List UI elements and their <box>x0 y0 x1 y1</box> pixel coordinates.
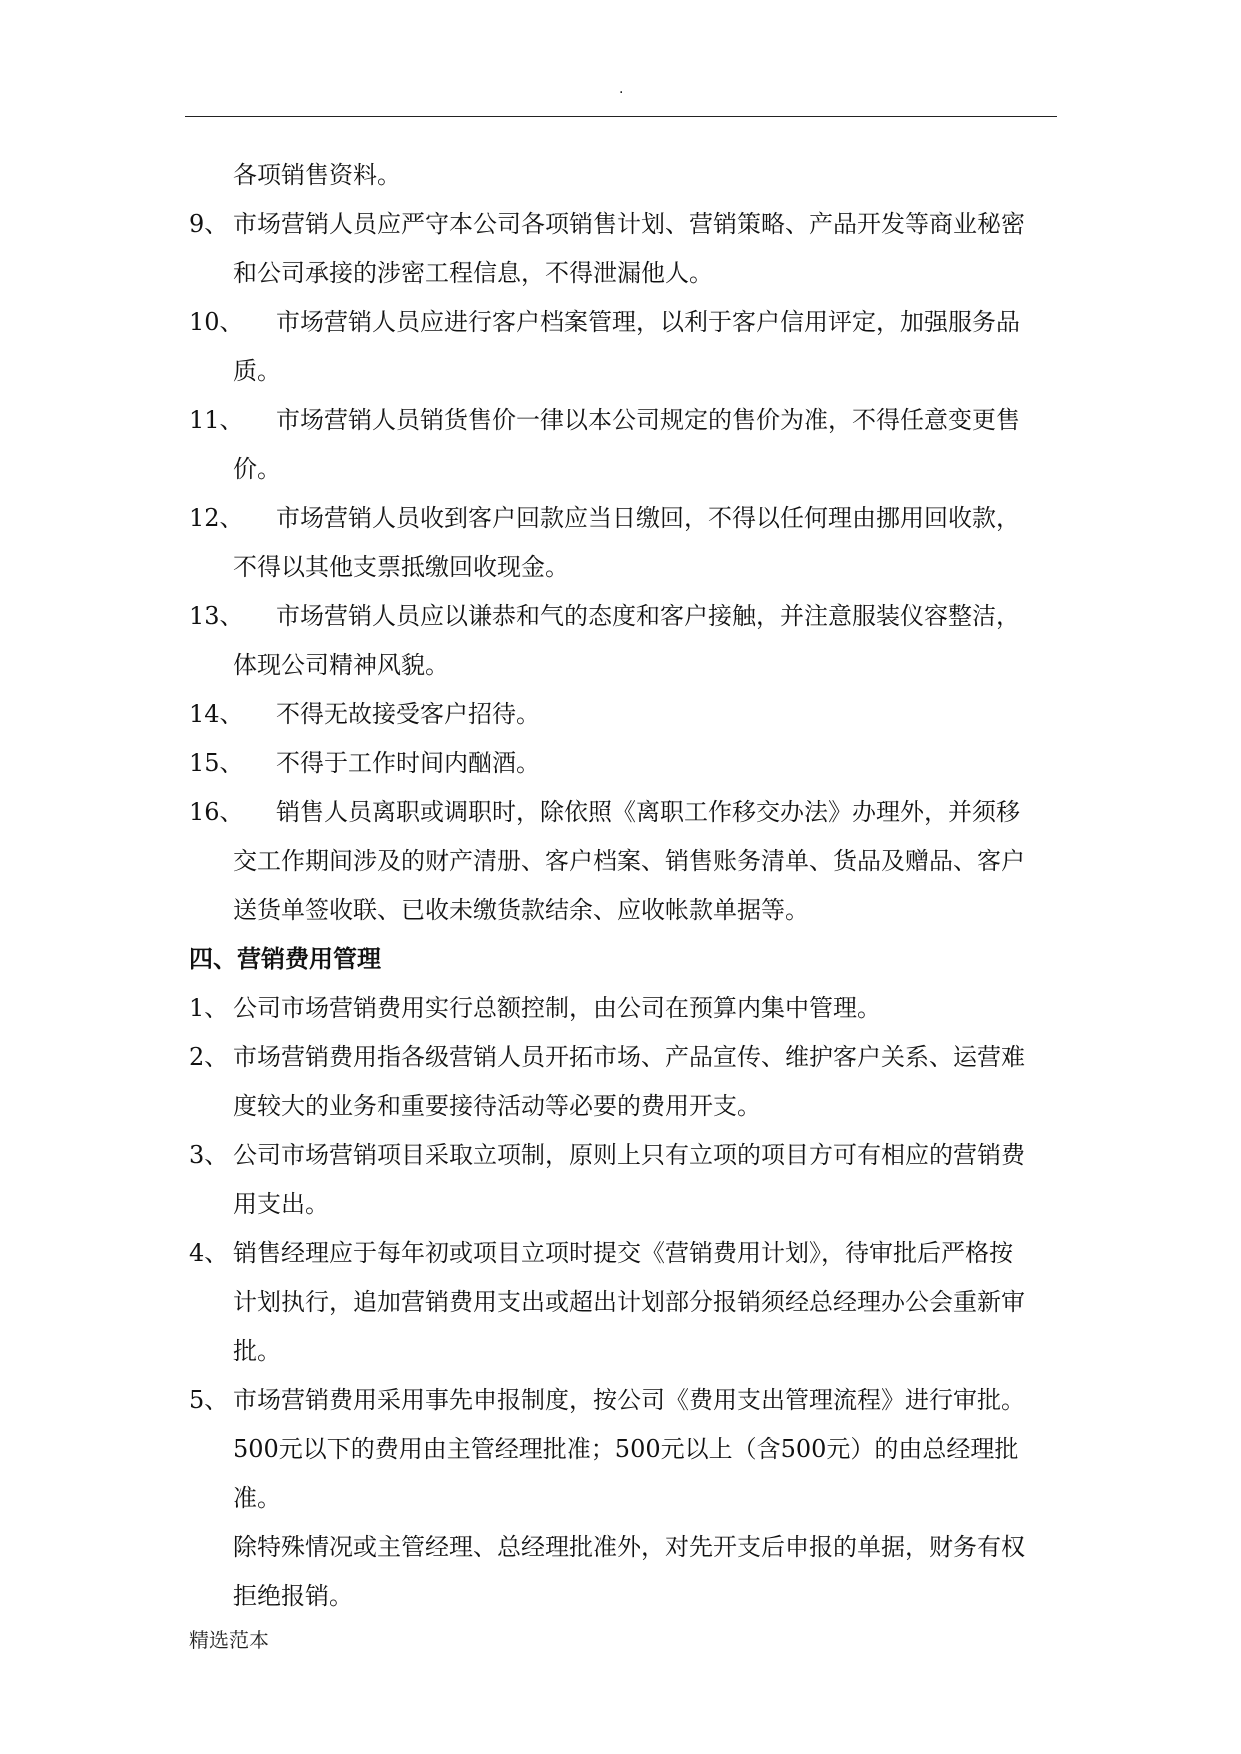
section-item-5 <box>189 1376 1059 1425</box>
rule-item-15 <box>189 739 1059 788</box>
rule-continuation: 交工作期间涉及的财产清册、客户档案、销售账务清单、货品及赠品、客户 <box>233 847 1025 875</box>
header-rule <box>185 116 1057 117</box>
rule-number: 12、 <box>189 504 244 532</box>
item-number: 3、 <box>189 1141 229 1169</box>
item-text: 市场营销费用采用事先申报制度，按公司《费用支出管理流程》进行审批。 <box>233 1386 1025 1414</box>
item-number: 2、 <box>189 1043 229 1071</box>
item-continuation: 批。 <box>233 1337 281 1365</box>
rule-continuation: 体现公司精神风貌。 <box>233 651 449 679</box>
rule-continuation: 不得以其他支票抵缴回收现金。 <box>233 553 569 581</box>
item-text: 销售经理应于每年初或项目立项时提交《营销费用计划》，待审批后严格按 <box>233 1239 1013 1267</box>
rule-text: 不得于工作时间内酗酒。 <box>276 749 540 777</box>
document-body <box>189 151 1059 1621</box>
rule-text: 市场营销人员应进行客户档案管理，以利于客户信用评定，加强服务品 <box>276 308 1020 336</box>
section-item-1 <box>189 984 1059 1033</box>
section-items <box>189 984 1059 1621</box>
rule-text: 市场营销人员应严守本公司各项销售计划、营销策略、产品开发等商业秘密 <box>233 210 1025 238</box>
section-item-3 <box>189 1131 1059 1180</box>
rule-text: 销售人员离职或调职时，除依照《离职工作移交办法》办理外，并须移 <box>276 798 1020 826</box>
item-continuation: 用支出。 <box>233 1190 329 1218</box>
rule-number: 13、 <box>189 602 244 630</box>
item-text: 公司市场营销项目采取立项制，原则上只有立项的项目方可有相应的营销费 <box>233 1141 1025 1169</box>
footer-label: 精选范本 <box>189 1628 269 1652</box>
item-continuation: 除特殊情况或主管经理、总经理批准外，对先开支后申报的单据，财务有权 <box>233 1533 1025 1561</box>
item-number: 1、 <box>189 994 229 1022</box>
item-continuation: 500元以下的费用由主管经理批准；500元以上（含500元）的由总经理批准。 <box>233 1435 1019 1512</box>
rule-item-12 <box>189 494 1059 543</box>
rule-number: 10、 <box>189 308 244 336</box>
rule-item-9 <box>189 200 1059 249</box>
section-item-4 <box>189 1229 1059 1278</box>
rule-number: 16、 <box>189 798 244 826</box>
rule-continuation: 和公司承接的涉密工程信息，不得泄漏他人。 <box>233 259 713 287</box>
rule-item-13 <box>189 592 1059 641</box>
rule-number: 15、 <box>189 749 244 777</box>
rule-number: 9、 <box>189 210 229 238</box>
section-heading: 四、营销费用管理 <box>189 945 381 973</box>
item-continuation: 拒绝报销。 <box>233 1582 353 1610</box>
rule-number: 11、 <box>189 406 244 434</box>
rule-text: 市场营销人员销货售价一律以本公司规定的售价为准，不得任意变更售 <box>276 406 1020 434</box>
item-text: 公司市场营销费用实行总额控制，由公司在预算内集中管理。 <box>233 994 881 1022</box>
item-continuation: 度较大的业务和重要接待活动等必要的费用开支。 <box>233 1092 761 1120</box>
rule-item-16 <box>189 788 1059 837</box>
item-text: 市场营销费用指各级营销人员开拓市场、产品宣传、维护客户关系、运营难 <box>233 1043 1025 1071</box>
section-item-2 <box>189 1033 1059 1082</box>
rule-item-11 <box>189 396 1059 445</box>
header-dot: . <box>619 81 624 97</box>
rule-text: 市场营销人员应以谦恭和气的态度和客户接触，并注意服装仪容整洁， <box>276 602 1020 630</box>
intro-line: 各项销售资料。 <box>233 161 401 189</box>
rule-continuation: 送货单签收联、已收未缴货款结余、应收帐款单据等。 <box>233 896 809 924</box>
rule-continuation: 质。 <box>233 357 281 385</box>
rule-continuation: 价。 <box>233 455 281 483</box>
item-number: 5、 <box>189 1386 229 1414</box>
rule-text: 市场营销人员收到客户回款应当日缴回，不得以任何理由挪用回收款， <box>276 504 1020 532</box>
item-continuation: 计划执行，追加营销费用支出或超出计划部分报销须经总经理办公会重新审 <box>233 1288 1025 1316</box>
rule-item-10 <box>189 298 1059 347</box>
rules-list <box>189 200 1059 935</box>
rule-text: 不得无故接受客户招待。 <box>276 700 540 728</box>
rule-number: 14、 <box>189 700 244 728</box>
item-number: 4、 <box>189 1239 229 1267</box>
rule-item-14 <box>189 690 1059 739</box>
